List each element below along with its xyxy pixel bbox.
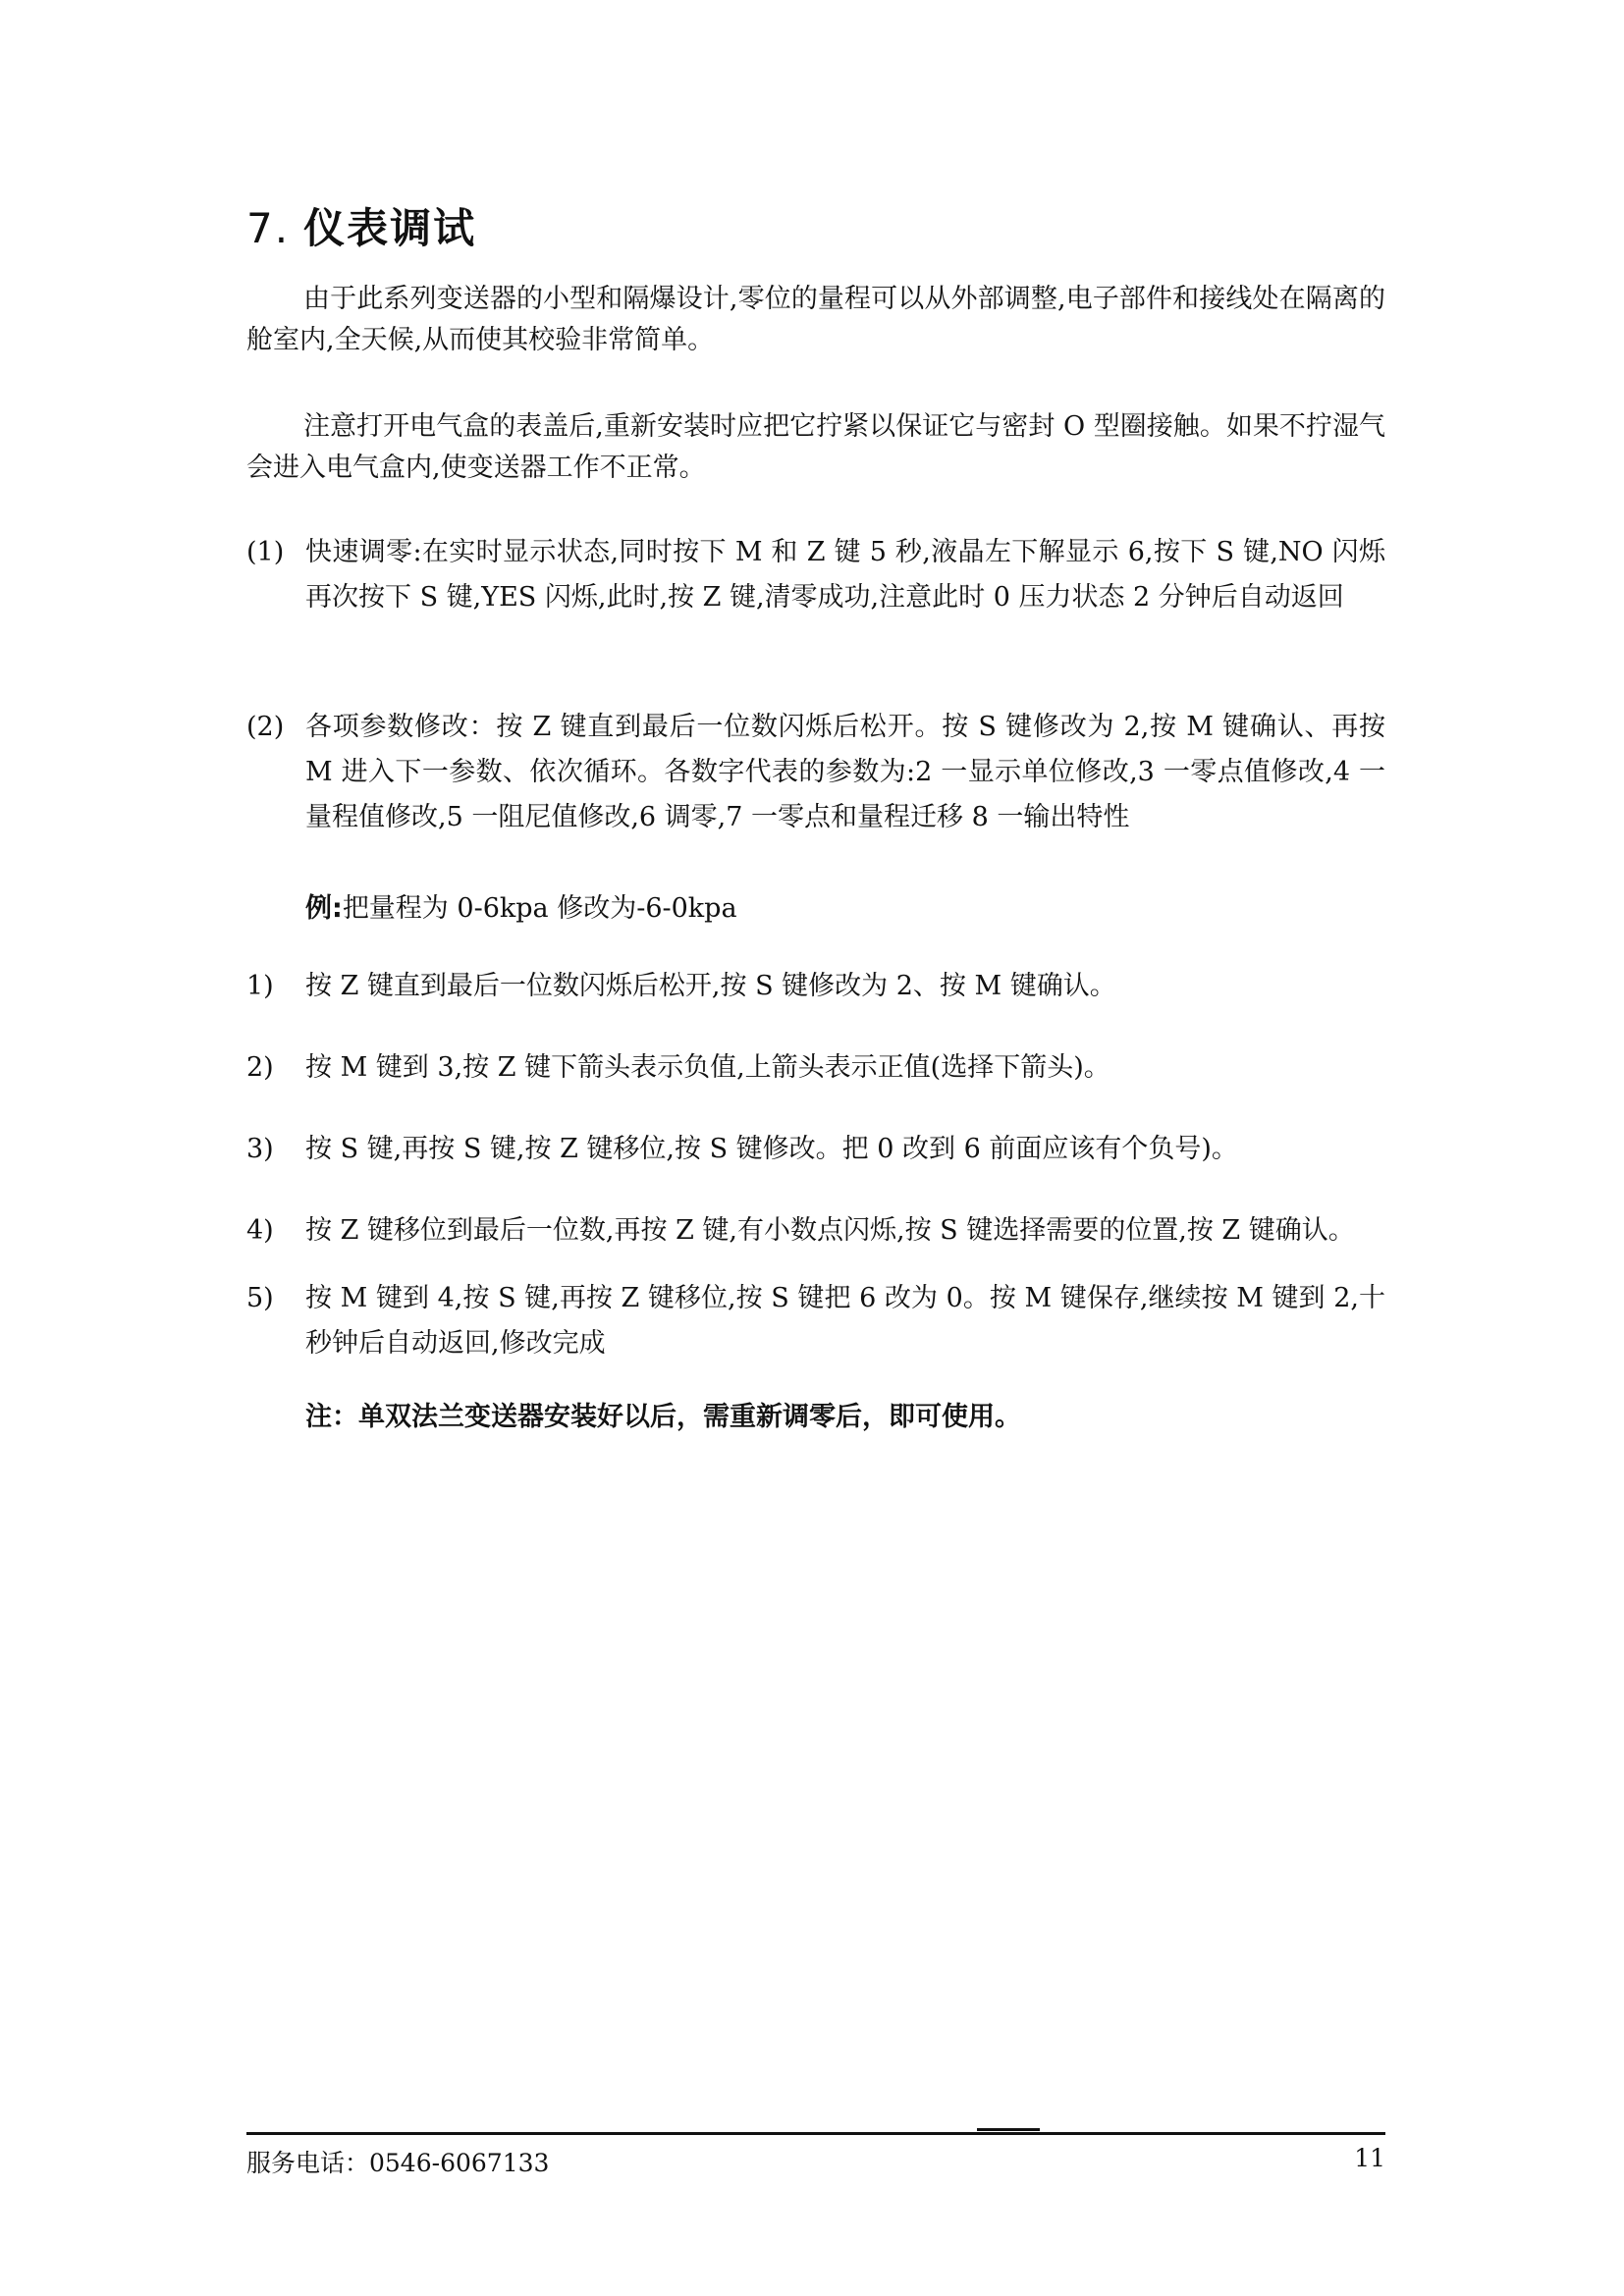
step-marker: 4) (246, 1215, 274, 1246)
caution-paragraph: 注意打开电气盒的表盖后,重新安装时应把它拧紧以保证它与密封 O 型圈接触。如果不拧湿气会进入电气盒内,使变送器工作不正常。 (246, 411, 1385, 483)
step-item (246, 1045, 1385, 1091)
step-item (246, 1127, 1385, 1172)
step-marker: 1) (246, 971, 274, 1001)
list-item-parameter-edit (246, 705, 1385, 840)
example-text: 把量程为 0-6kpa 修改为-6-0kpa (342, 893, 737, 924)
step-text: 按 M 键到 4,按 S 键,再按 Z 键移位,按 S 键把 6 改为 0。按 M 键保存,继续按 M 键到 2,十秒钟后自动返回,修改完成 (305, 1283, 1385, 1359)
step-item (246, 1276, 1385, 1366)
section-heading (246, 196, 476, 255)
footer-service-phone: 服务电话：0546-6067133 (246, 2149, 550, 2177)
list-marker: (2) (246, 712, 285, 742)
intro-paragraph: 由于此系列变送器的小型和隔爆设计,零位的量程可以从外部调整,电子部件和接线处在隔离的舱室内,全天候,从而使其校验非常简单。 (246, 284, 1385, 355)
step-marker: 2) (246, 1052, 274, 1083)
list-item-text: 各项参数修改：按 Z 键直到最后一位数闪烁后松开。按 S 键修改为 2,按 M 键确认、再按 M 进入下一参数、依次循环。各数字代表的参数为:2 一显示单位修改,3 一零点值修改,4 一量程值修改,5 一阻尼值修改,6 调零,7 一零点和量程迁移 8 一输出特性 (305, 712, 1385, 832)
footer-accent (977, 2128, 1040, 2131)
footer-divider (246, 2132, 1385, 2135)
list-item-text: 快速调零:在实时显示状态,同时按下 M 和 Z 键 5 秒,液晶左下解显示 6,按下 S 键,NO 闪烁再次按下 S 键,YES 闪烁,此时,按 Z 键,清零成功,注意此时 0 压力状态 2 分钟后自动返回 (305, 537, 1385, 613)
step-text: 按 Z 键移位到最后一位数,再按 Z 键,有小数点闪烁,按 S 键选择需要的位置,按 Z 键确认。 (305, 1215, 1355, 1246)
example-label: 例: (305, 893, 343, 924)
section-title: 仪表调试 (303, 204, 477, 252)
step-item (246, 964, 1385, 1009)
step-text: 按 S 键,再按 S 键,按 Z 键移位,按 S 键修改。把 0 改到 6 前面应该有个负号)。 (305, 1134, 1238, 1164)
list-marker: (1) (246, 537, 285, 567)
step-marker: 3) (246, 1134, 274, 1164)
step-item (246, 1208, 1385, 1254)
example-line (305, 888, 737, 930)
section-number: 7. (246, 204, 291, 252)
step-marker: 5) (246, 1283, 274, 1313)
step-text: 按 Z 键直到最后一位数闪烁后松开,按 S 键修改为 2、按 M 键确认。 (305, 971, 1116, 1001)
step-text: 按 M 键到 3,按 Z 键下箭头表示负值,上箭头表示正值(选择下箭头)。 (305, 1052, 1110, 1083)
list-item-quick-zero (246, 530, 1385, 620)
page-number: 11 (1354, 2144, 1385, 2172)
usage-note: 注：单双法兰变送器安装好以后，需重新调零后，即可使用。 (305, 1402, 1021, 1432)
